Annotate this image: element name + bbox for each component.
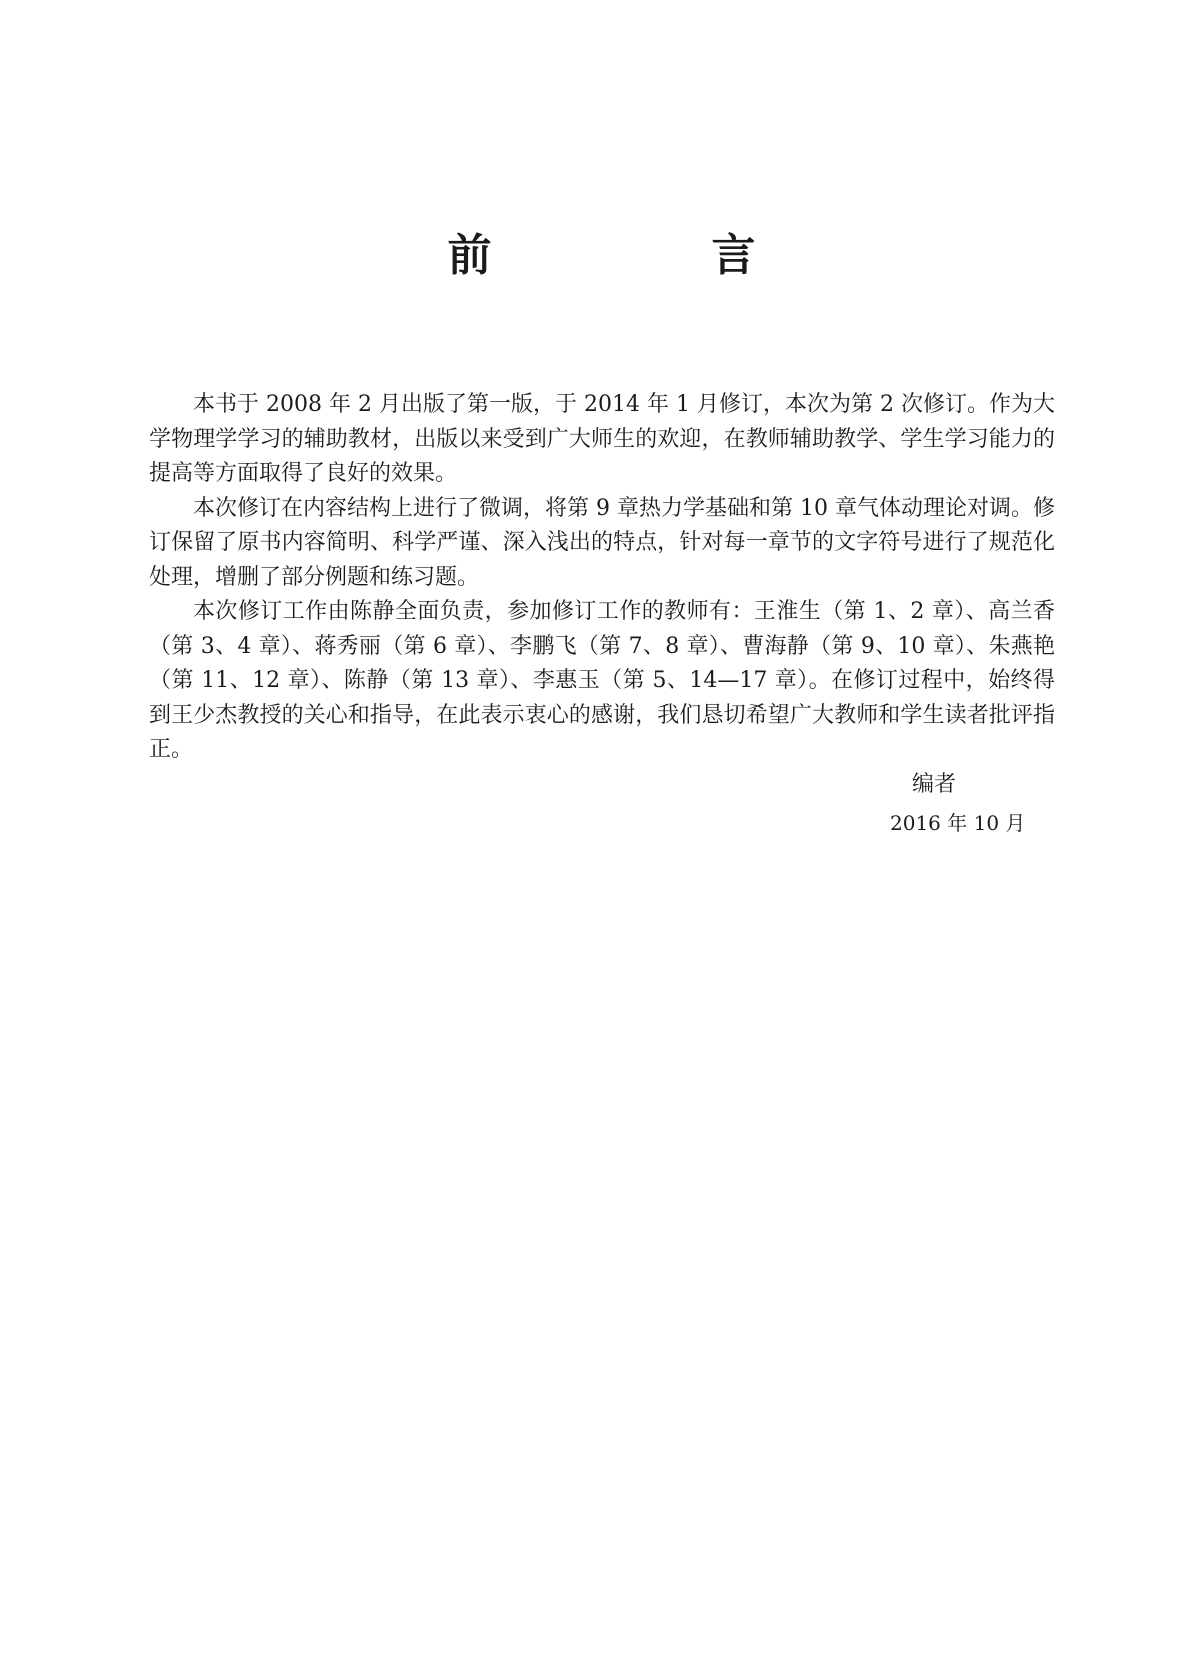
paragraph-2: 本次修订在内容结构上进行了微调，将第 9 章热力学基础和第 10 章气体动理论对调。修订保留了原书内容简明、科学严谨、深入浅出的特点，针对每一章节的文字符号进行了规范化处理，增删了部分例题和练习题。	[149, 495, 1055, 590]
paragraph-1: 本书于 2008 年 2 月出版了第一版，于 2014 年 1 月修订，本次为第 2 次修订。作为大学物理学学习的辅助教材，出版以来受到广大师生的欢迎，在教师辅助教学、学生学习能力的提高等方面取得了良好的效果。	[149, 392, 1055, 486]
author-label: 编者	[912, 772, 957, 797]
page-title: 前 言	[447, 230, 844, 281]
paragraph-3: 本次修订工作由陈静全面负责，参加修订工作的教师有：王淮生（第 1、2 章）、高兰香（第 3、4 章）、蒋秀丽（第 6 章）、李鹏飞（第 7、8 章）、曹海静（第 9、10 章）、朱燕艳（第 11、12 章）、陈静（第 13 章）、李惠玉（第 5、14—17 章）。在修订过程中，始终得到王少杰教授的关心和指导，在此表示衷心的感谢，我们恳切希望广大教师和学生读者批评指正。	[149, 599, 1055, 762]
date-label: 2016 年 10 月	[890, 811, 1026, 835]
signature-block	[870, 770, 1070, 838]
preface-body	[149, 388, 1055, 768]
